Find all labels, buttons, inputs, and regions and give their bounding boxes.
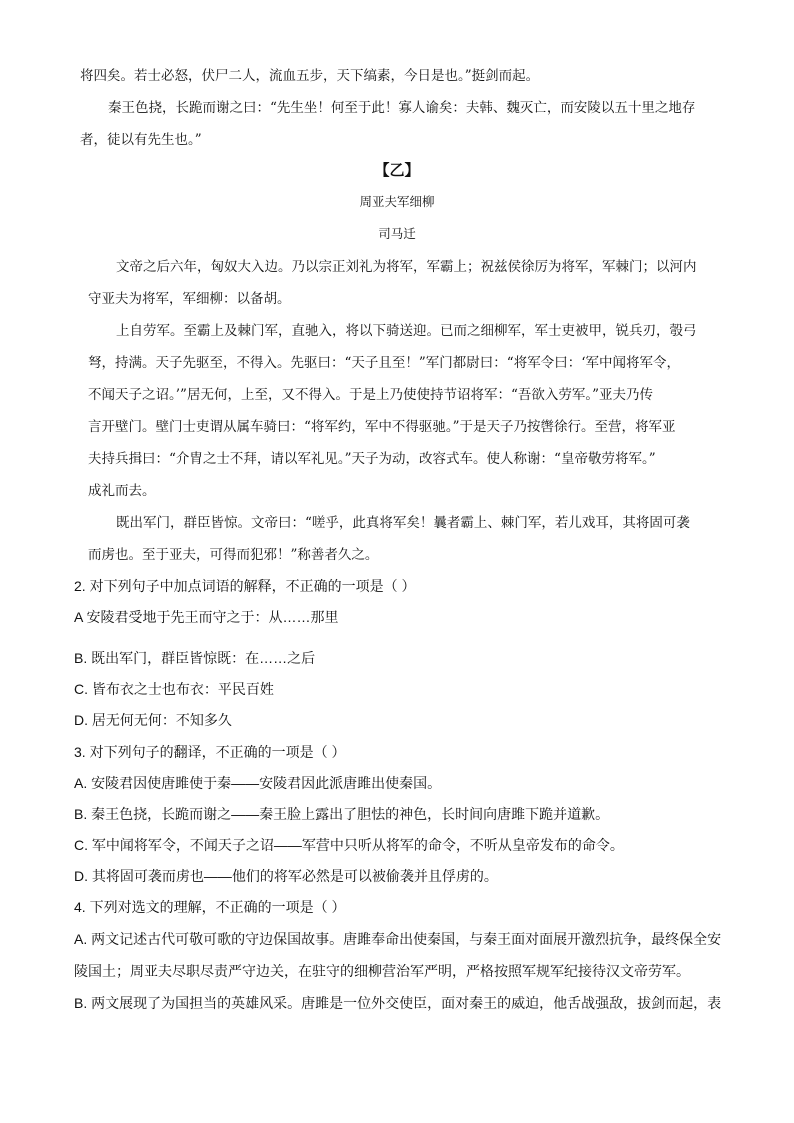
passage-b-line: 上自劳军。至霸上及棘门军，直驰入，将以下骑送迎。已而之细柳军，军士吏被甲，锐兵刃，彀弓 — [116, 323, 697, 339]
passage-a-line: 将四矣。若士必怒，伏尸二人，流血五步，天下缟素，今日是也。”挺剑而起。 — [80, 68, 540, 84]
question-option: B. 两文展现了为国担当的英雄风采。唐雎是一位外交使臣，面对秦王的威迫，他舌战强敌，拔剑而起，表 — [74, 995, 722, 1011]
question-option-continued: 陵国土；周亚夫尽职尽责严守边关，在驻守的细柳营治军严明，严格按照军规军纪接待汉文帝劳军。 — [74, 963, 690, 979]
passage-author: 司马迁 — [378, 226, 416, 241]
question-option: A 安陵君受地于先王而守之于：从……那里 — [74, 609, 339, 625]
passage-b-line: 弩，持满。天子先驱至，不得入。先驱曰：“天子且至！”军门都尉曰：“将军令曰：‘军中闻将军令， — [88, 355, 680, 371]
passage-b-line: 言开壁门。壁门士吏谓从属车骑曰：“将军约，军中不得驱驰。”于是天子乃按辔徐行。至营，将军亚 — [88, 419, 676, 435]
question-option: D. 其将固可袭而虏也——他们的将军必然是可以被偷袭并且俘虏的。 — [74, 868, 498, 884]
question-stem: 4. 下列对选文的理解，不正确的一项是（ ） — [74, 899, 346, 915]
passage-b-line: 而虏也。至于亚夫，可得而犯邪！”称善者久之。 — [88, 547, 379, 563]
passage-title: 周亚夫军细柳 — [359, 194, 435, 209]
section-marker: 【乙】 — [374, 161, 420, 179]
passage-b-line: 守亚夫为将军，军细柳：以备胡。 — [88, 291, 291, 307]
question-stem: 2. 对下列句子中加点词语的解释，不正确的一项是（ ） — [74, 578, 416, 594]
passage-b-line: 既出军门，群臣皆惊。文帝曰：“嗟乎，此真将军矣！曩者霸上、棘门军，若儿戏耳，其将固可袭 — [116, 515, 690, 531]
question-option: C. 军中闻将军令，不闻天子之诏——军营中只听从将军的命令，不听从皇帝发布的命令。 — [74, 837, 624, 853]
passage-b-line: 夫持兵揖曰：“介胄之士不拜，请以军礼见。”天子为动，改容式车。使人称谢：“皇帝敬劳将军。” — [88, 451, 656, 467]
passage-a-line: 秦王色挠，长跪而谢之曰：“先生坐！何至于此！寡人谕矣：夫韩、魏灭亡，而安陵以五十里之地存 — [108, 100, 696, 116]
passage-b-line: 文帝之后六年，匈奴大入边。乃以宗正刘礼为将军，军霸上；祝兹侯徐厉为将军，军棘门；以河内 — [116, 259, 697, 275]
question-option: A. 安陵君因使唐雎使于秦——安陵君因此派唐雎出使秦国。 — [74, 775, 442, 791]
passage-a-line: 者，徒以有先生也。” — [80, 132, 202, 148]
passage-b-line: 不闻天子之诏。’”居无何，上至，又不得入。于是上乃使使持节诏将军：“吾欲入劳军。”亚夫乃传 — [88, 387, 653, 403]
question-option: D. 居无何无何：不知多久 — [74, 712, 232, 728]
question-option: B. 既出军门，群臣皆惊既：在……之后 — [74, 650, 316, 666]
question-option: C. 皆布衣之士也布衣：平民百姓 — [74, 681, 274, 697]
question-option: B. 秦王色挠，长跪而谢之——秦王脸上露出了胆怯的神色，长时间向唐雎下跪并道歉。 — [74, 806, 610, 822]
passage-b-line: 成礼而去。 — [88, 483, 156, 499]
question-stem: 3. 对下列句子的翻译，不正确的一项是（ ） — [74, 744, 346, 760]
question-option: A. 两文记述古代可敬可歌的守边保国故事。唐雎奉命出使秦国，与秦王面对面展开激烈抗争，最终保全安 — [74, 931, 722, 947]
